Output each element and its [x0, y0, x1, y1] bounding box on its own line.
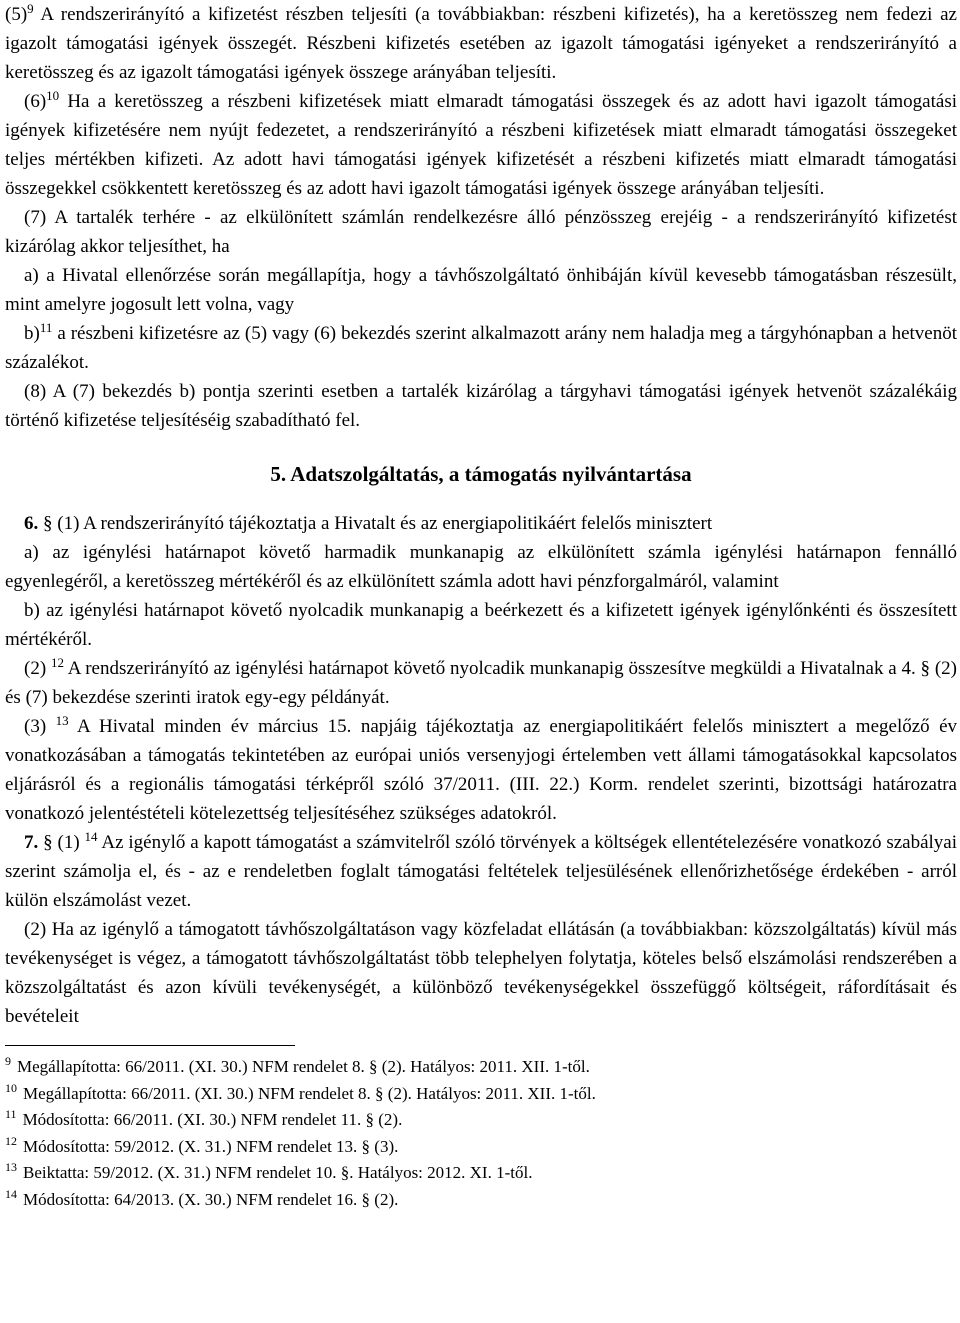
paragraph-text: A rendszerirányító tájékoztatja a Hivatalt és az energiapolitikáért felelős minisztert — [79, 513, 713, 534]
paragraph-text: A tartalék terhére - az elkülönített számlán rendelkezésre álló pénzösszeg erejéig - a rendszerirányító kifizetést kizárólag akkor teljesíthet, ha — [5, 207, 957, 257]
footnote-text: Módosította: 59/2012. (X. 31.) NFM rendelet 13. § (3). — [23, 1136, 399, 1156]
point-b — [5, 319, 957, 377]
paragraph-text: A rendszerirányító az igénylési határnapot követő nyolcadik munkanapig összesítve megküldi a Hivatalnak a 4. § (2) és (7) bekezdése szerinti iratok egy-egy példányát. — [5, 658, 958, 708]
point-label: a) — [24, 542, 39, 563]
point-text: az igénylési határnapot követő harmadik munkanapig az elkülönített számla igénylési határnapon fennálló egyenlegéről, a keretösszeg mértékéről és az elkülönített számla adott havi pénzforgalmáról, valamint — [5, 542, 957, 592]
footnote-text: Módosította: 64/2013. (X. 30.) NFM rendelet 16. § (2). — [23, 1189, 399, 1209]
footnote-number: 9 — [5, 1054, 11, 1068]
paragraph-text: A rendszerirányító a kifizetést részben teljesíti (a továbbiakban: részbeni kifizetés), ha a keretösszeg nem fedezi az igazolt támogatási igények összegét. Részbeni kifizetés esetében az igazolt támogatási igényeket a rendszerirányító a keretösszeg és az igazolt támogatási igények összege arányában teljesíti. — [5, 4, 957, 83]
section-7-paragraph-1 — [5, 828, 957, 915]
footnote-text: Beiktatta: 59/2012. (X. 31.) NFM rendelet 10. §. Hatályos: 2012. XI. 1-től. — [23, 1163, 533, 1182]
point-text: az igénylési határnapot követő nyolcadik munkanapig a beérkezett és a kifizetett igények igénylőnkénti és összesített mértékéről. — [5, 600, 957, 650]
section-7-paragraph-2 — [5, 915, 957, 1031]
footnote-13 — [5, 1160, 957, 1187]
paragraph-number: § (1) — [43, 513, 80, 534]
paragraph-8 — [5, 377, 957, 435]
paragraph-number: (2) — [24, 919, 47, 940]
point-label: b) — [24, 600, 40, 621]
footnote-text: Módosította: 66/2011. (XI. 30.) NFM rendelet 11. § (2). — [22, 1110, 403, 1129]
heading-title: Adatszolgáltatás, a támogatás nyilvántartása — [290, 462, 692, 486]
section-number: 6. — [24, 513, 39, 534]
point-text: a Hivatal ellenőrzése során megállapítja, hogy a távhőszolgáltató önhibáján kívül kevesebb támogatásban részesült, mint amelyre jogosult lett volna, vagy — [5, 265, 957, 315]
paragraph-text: Az igénylő a kapott támogatást a számvitelről szóló törvények a költségek ellentételezésére vonatkozó szabályai szerint számolja el, és - az e rendeletben foglalt támogatási feltételek teljesülésének ellenőrizhetősége érdekében - arról külön elszámolást vezet. — [5, 832, 958, 911]
footnote-number: 13 — [5, 1160, 17, 1174]
point-a — [5, 261, 957, 319]
paragraph-number: (7) — [24, 207, 47, 228]
footnote-11 — [5, 1107, 957, 1134]
footnote-text: Megállapította: 66/2011. (XI. 30.) NFM rendelet 8. § (2). Hatályos: 2011. XII. 1-től. — [17, 1057, 590, 1076]
footnote-12 — [5, 1134, 957, 1161]
section-6-point-a — [5, 538, 957, 596]
footnote-10 — [5, 1081, 957, 1108]
paragraph-text: Ha az igénylő a támogatott távhőszolgáltatáson vagy közfeladat ellátásán (a továbbiakban: közszolgáltatás) kívül más tevékenységet is végez, a támogatott távhőszolgáltatást több telephelyen folytatja, köteles belső elszámolási rendszerében a közszolgáltatást és azon kívüli tevékenységét, a különböző tevékenységekkel összefüggő költségeit, ráfordításait és bevételeit — [5, 919, 957, 1027]
section-6-paragraph-1 — [5, 509, 957, 538]
section-heading — [5, 459, 957, 489]
paragraph-text: Ha a keretösszeg a részbeni kifizetések miatt elmaradt támogatási összegek és az adott havi igazolt támogatási igények kifizetésére nem nyújt fedezetet, a rendszerirányító a részbeni kifizetések miatt elmaradt támogatási összegeket teljes mértékben kifizeti. Az adott havi támogatási igények kifizetését a részbeni kifizetés miatt elmaradt támogatási összegekkel csökkentett keretösszeg és az adott havi igazolt támogatási igények összege arányában teljesíti. — [5, 91, 957, 199]
paragraph-7 — [5, 203, 957, 261]
point-label: b) — [24, 323, 40, 344]
footnote-ref[interactable]: 13 — [55, 713, 69, 728]
paragraph-number: (2) — [24, 658, 47, 679]
footnote-number: 11 — [5, 1107, 17, 1121]
paragraph-text: A Hivatal minden év március 15. napjáig tájékoztatja az energiapolitikáért felelős minisztert a megelőző év vonatkozásában a támogatás tekintetében az európai uniós versenyjogi értelemben vett állami támogatásokkal kapcsolatos eljárásról és a regionális támogatási térképről szóló 37/2011. (III. 22.) Korm. rendelet szerinti, bizottsági határozatra vonatkozó jelentéstételi kötelezettség teljesítéséhez szükséges adatokról. — [5, 716, 958, 824]
footnote-text: Megállapította: 66/2011. (XI. 30.) NFM rendelet 8. § (2). Hatályos: 2011. XII. 1-től. — [23, 1083, 596, 1103]
paragraph-number: (3) — [24, 716, 47, 737]
document-page — [5, 0, 957, 1213]
section-6-paragraph-3 — [5, 712, 957, 828]
section-6-point-b — [5, 596, 957, 654]
paragraph-5 — [5, 0, 957, 87]
footnote-ref[interactable]: 12 — [50, 655, 64, 670]
heading-number: 5. — [270, 462, 287, 486]
footnote-ref[interactable]: 10 — [46, 88, 60, 103]
footnote-ref[interactable]: 14 — [84, 829, 98, 844]
point-label: a) — [24, 265, 39, 286]
footnote-ref[interactable]: 9 — [27, 1, 34, 16]
paragraph-number: § (1) — [43, 832, 80, 853]
paragraph-6 — [5, 87, 957, 203]
footnote-separator — [5, 1045, 295, 1046]
paragraph-number: (5) — [5, 4, 28, 25]
point-text: a részbeni kifizetésre az (5) vagy (6) bekezdés szerint alkalmazott arány nem haladja meg a tárgyhónapban a hetvenöt százalékot. — [5, 323, 957, 373]
paragraph-number: (6) — [24, 91, 47, 112]
footnote-number: 14 — [5, 1186, 17, 1201]
footnote-number: 12 — [5, 1133, 17, 1148]
paragraph-number: (8) — [24, 381, 47, 402]
footnote-number: 10 — [5, 1080, 17, 1095]
paragraph-text: A (7) bekezdés b) pontja szerinti esetben a tartalék kizárólag a tárgyhavi támogatási igények hetvenöt százalékáig történő kifizetése teljesítéséig szabadítható fel. — [5, 381, 957, 431]
section-number: 7. — [24, 832, 39, 853]
footnote-ref[interactable]: 11 — [39, 320, 53, 335]
footnote-9 — [5, 1054, 957, 1081]
section-6-paragraph-2 — [5, 654, 957, 712]
footnote-14 — [5, 1187, 957, 1214]
